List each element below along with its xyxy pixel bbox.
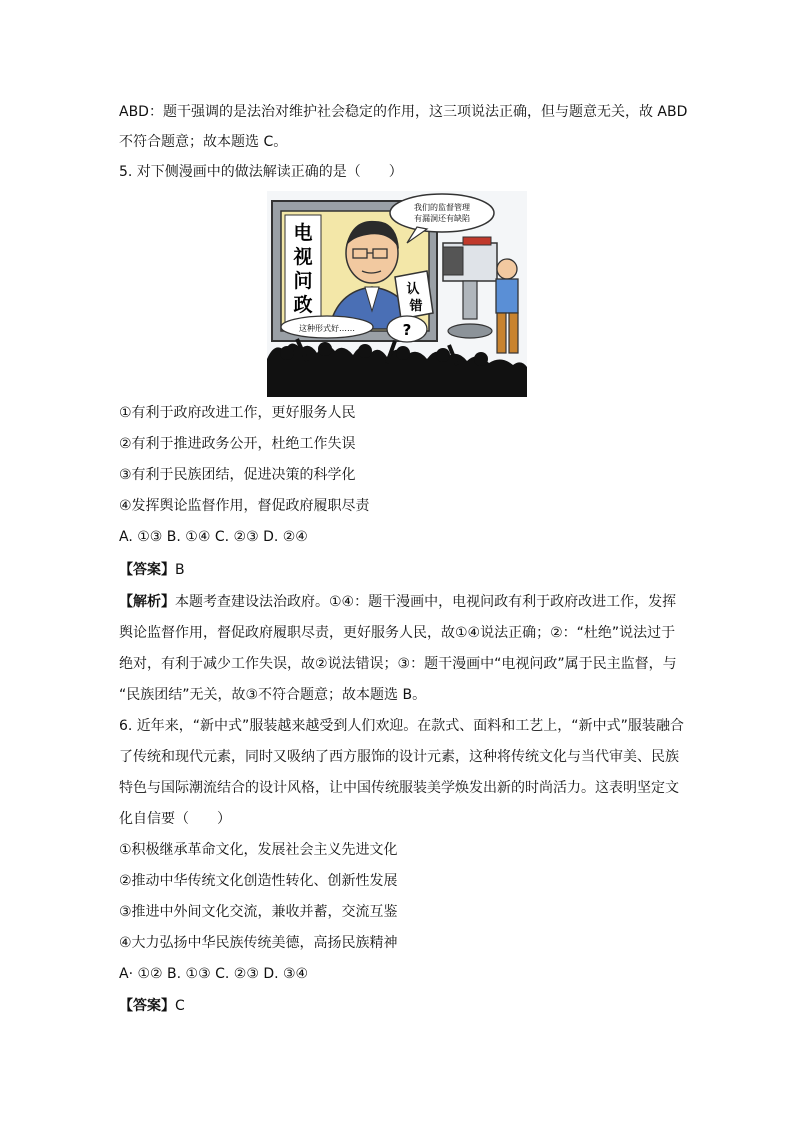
q5-choices: A. ①③ B. ①④ C. ②③ D. ②④: [119, 529, 308, 545]
answer-value: C: [175, 998, 185, 1014]
q5-explanation-line: [119, 592, 676, 612]
screen-title-char: 政: [293, 294, 313, 316]
question-6-stem: 特色与国际潮流结合的设计风格，让中国传统服装美学焕发出新的时尚活力。这表明坚定文: [119, 780, 679, 796]
screen-title-char: 电: [293, 222, 313, 244]
q6-choices: A· ①② B. ①③ C. ②③ D. ③④: [119, 966, 309, 982]
q5-explanation-line: 舆论监督作用，督促政府履职尽责，更好服务人民，故①④说法正确；②：“杜绝”说法过于: [119, 625, 676, 641]
explanation-text: 本题考查建设法治政府。①④：题干漫画中，电视问政有利于政府改进工作，发挥: [175, 594, 677, 610]
q6-option-4: ④大力弘扬中华民族传统美德，高扬民族精神: [119, 935, 398, 951]
question-5-stem: 5. 对下侧漫画中的做法解读正确的是（ ）: [119, 164, 403, 180]
question-6-stem: 化自信要（ ）: [119, 811, 231, 827]
question-6-stem: 了传统和现代元素，同时又吸纳了西方服饰的设计元素，这种将传统文化与当代审美、民族: [119, 749, 679, 765]
speech-bubble-line: 有漏洞还有缺陷: [414, 214, 470, 223]
answer-value: B: [175, 562, 185, 578]
q5-option-2: ②有利于推进政务公开，杜绝工作失误: [119, 436, 356, 452]
audience-bubble: 这种形式好……: [299, 324, 355, 333]
screen-title-char: 视: [293, 246, 313, 268]
q6-option-2: ②推动中华传统文化创造性转化、创新性发展: [119, 873, 398, 889]
q6-option-1: ①积极继承革命文化，发展社会主义先进文化: [119, 842, 398, 858]
text-line: 不符合题意；故本题选 C。: [119, 134, 288, 150]
question-6-stem: 6. 近年来，“新中式”服装越来越受到人们欢迎。在款式、面料和工艺上，“新中式”服装融合: [119, 718, 684, 734]
q5-option-3: ③有利于民族团结，促进决策的科学化: [119, 467, 356, 483]
screen-title-char: 问: [293, 270, 313, 292]
q6-option-3: ③推进中外间文化交流，兼收并蓄，交流互鉴: [119, 904, 398, 920]
q6-answer: [119, 996, 185, 1016]
cartoon-illustration: [267, 191, 527, 397]
q5-explanation-line: 绝对，有利于减少工作失误，故②说法错误；③：题干漫画中“电视问政”属于民主监督，与: [119, 656, 677, 672]
answer-label: 【答案】: [119, 562, 175, 578]
q5-answer: [119, 560, 185, 580]
question-mark: ?: [402, 321, 412, 339]
sign-text: 认: [406, 282, 420, 297]
q5-option-4: ④发挥舆论监督作用，督促政府履职尽责: [119, 498, 370, 514]
speech-bubble-line: 我们的监督管理: [414, 203, 470, 212]
answer-label: 【答案】: [119, 998, 175, 1014]
q5-option-1: ①有利于政府改进工作，更好服务人民: [119, 405, 356, 421]
explanation-label: 【解析】: [119, 594, 175, 610]
sign-text: 错: [409, 299, 423, 314]
q5-explanation-line: “民族团结”无关，故③不符合题意；故本题选 B。: [119, 687, 427, 703]
text-line: ABD：题干强调的是法治对维护社会稳定的作用，这三项说法正确，但与题意无关，故 ABD: [119, 104, 688, 120]
